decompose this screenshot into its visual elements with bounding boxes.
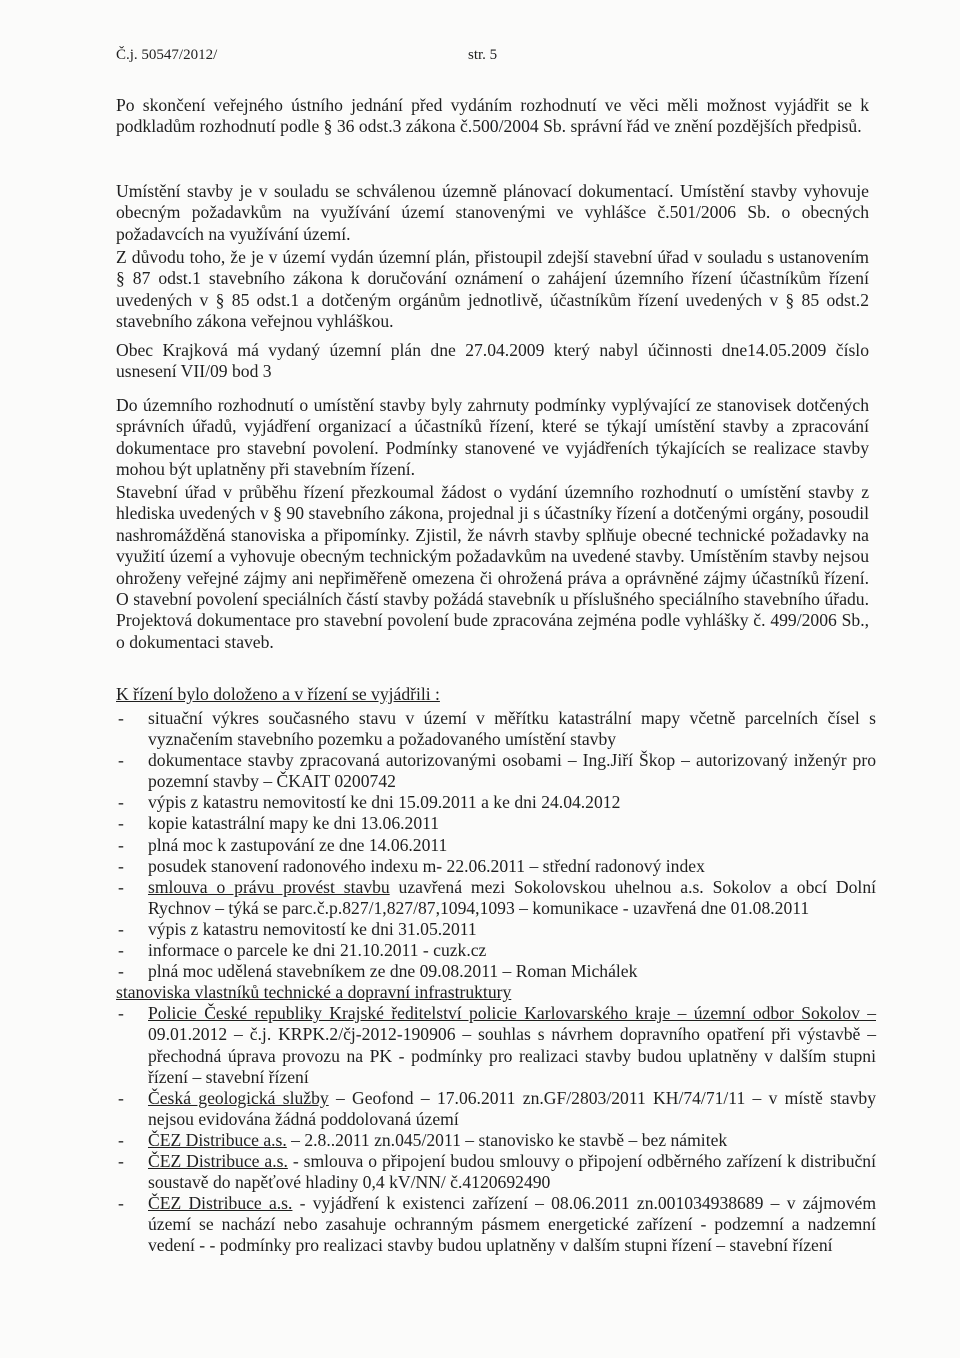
paragraph-zoning-plan: Obec Krajková má vydaný územní plán dne 27.04.2009 který nabyl účinnosti dne14.05.2009 číslo usnesení VII/09 bod 3 <box>116 340 869 382</box>
stanovisko-text: - vyjádření k existenci zařízení – 08.06.2011 zn.001034938689 – v zájmovém území se nachází nebo zasahuje ochranným pásmem energetické zařízení - podzemní a nadzemní vedení - - podmínky pro realizaci stavby budou uplatněny v dalším stupni řízení – stavební řízení <box>148 1193 877 1256</box>
documents-heading: K řízení bylo doloženo a v řízení se vyjádřili : <box>116 684 440 704</box>
paragraph-hearing: Po skončení veřejného ústního jednání před vydáním rozhodnutí ve věci měli možnost vyjádřit se k podkladům rozhodnutí podle § 36 odst.3 zákona č.500/2004 Sb. správní řád ve znění pozdějších předpisů. <box>116 95 869 137</box>
list-item: - plná moc k zastupování ze dne 14.06.2011 <box>116 835 876 856</box>
stanovisko-item <box>116 1088 876 1130</box>
stanovisko-item <box>116 1193 876 1256</box>
stanovisko-org: ČEZ Distribuce a.s. <box>148 1129 287 1150</box>
page-number: str. 5 <box>468 47 498 63</box>
contract-text: uzavřená mezi Sokolovskou uhelnou a.s. Sokolov a obcí Dolní Rychnov – týká se parc.č.p.827/1,827/87,1094,1093 – komunikace - uzavřená dne 01.08.2011 <box>148 876 877 918</box>
list-item: - kopie katastrální mapy ke dni 13.06.2011 <box>116 813 876 834</box>
reference-number: Č.j. 50547/2012/ <box>116 47 218 63</box>
list-item: - dokumentace stavby zpracovaná autorizovanými osobami – Ing.Jiří Škop – autorizovaný inženýr pro pozemní stavby – ČKAIT 0200742 <box>116 750 876 792</box>
contract-link: smlouva o právu provést stavbu <box>148 876 390 897</box>
list-item: - výpis z katastru nemovitostí ke dni 31.05.2011 <box>116 919 876 940</box>
paragraph-conditions: Do územního rozhodnutí o umístění stavby byly zahrnuty podmínky vyplývající ze stanovisek dotčených správních úřadů, vyjádření organizací a účastníků řízení, které se týkají umístění stavby a zpracování dokumentace pro stavební povolení. Podmínky stanovené ve vyjádřeních týkajících se realizace stavby mohou být uplatněny při stavebním řízení. <box>116 395 869 480</box>
stanovisko-text: – Geofond – 17.06.2011 zn.GF/2803/2011 KH/74/71/11 – v místě stavby nejsou evidována žádná poddolovaná území <box>148 1087 877 1129</box>
list-item: - plná moc udělená stavebníkem ze dne 09.08.2011 – Roman Michálek <box>116 961 876 982</box>
stanoviska-heading: stanoviska vlastníků technické a dopravní infrastruktury <box>116 982 512 1003</box>
stanovisko-text: 09.01.2012 – č.j. KRPK.2/čj-2012-190906 – souhlas s návrhem dopravního opatření při výstavbě – přechodná úprava provozu na PK - podmínky pro realizaci stavby budou uplatněny v dalším stupni řízení – stavební řízení <box>148 1024 876 1087</box>
stanovisko-org: Policie České republiky Krajské ředitelství policie Karlovarského kraje – územní odbor Sokolov – <box>148 1003 876 1024</box>
list-item: - výpis z katastru nemovitostí ke dni 15.09.2011 a ke dni 24.04.2012 <box>116 792 876 813</box>
list-item: - informace o parcele ke dni 21.10.2011 - cuzk.cz <box>116 940 876 961</box>
stanovisko-item <box>116 1151 876 1193</box>
page-header <box>116 47 844 64</box>
paragraph-notification: Z důvodu toho, že je v území vydán územní plán, přistoupil zdejší stavební úřad v souladu s ustanovením § 87 odst.1 stavebního zákona k doručování oznámení o zahájení územního řízení účastníkům řízení uvedených v § 85 odst.1 a dotčeným orgánům jednotlivě, účastníkům řízení uvedených v § 85 odst.2 stavebního zákona veřejnou vyhláškou. <box>116 247 869 332</box>
list-item: - posudek stanovení radonového indexu m- 22.06.2011 – střední radonový index <box>116 856 876 877</box>
list-item: - situační výkres současného stavu v území v měřítku katastrální mapy včetně parcelních čísel s vyznačením stavebního pozemku a požadovaného umístění stavby <box>116 708 876 750</box>
stanovisko-item <box>116 1003 876 1087</box>
paragraph-placement: Umístění stavby je v souladu se schválenou územně plánovací dokumentací. Umístění stavby vyhovuje obecným požadavkům na využívání území stanovenými ve vyhlášce č.501/2006 Sb. o obecných požadavcích na využívání území. <box>116 181 869 244</box>
stanovisko-org: ČEZ Distribuce a.s. <box>148 1193 293 1214</box>
stanovisko-org: ČEZ Distribuce a.s. <box>148 1150 288 1171</box>
stanovisko-org: Česká geologická služby <box>148 1087 329 1108</box>
stanovisko-item <box>116 1130 876 1151</box>
list-item-contract <box>116 877 876 919</box>
stanovisko-text: - smlouva o připojení budou smlouvy o připojení odběrného zařízení k distribuční soustavě do napěťové hladiny 0,4 kV/NN/ č.4120692490 <box>148 1150 876 1193</box>
stanovisko-text: – 2.8..2011 zn.045/2011 – stanovisko ke stavbě – bez námitek <box>286 1129 728 1150</box>
documents-list <box>116 708 876 1256</box>
paragraph-review: Stavební úřad v průběhu řízení přezkoumal žádost o vydání územního rozhodnutí o umístění stavby z hlediska uvedených v § 90 stavebního zákona, projednal ji s účastníky řízení a dotčenými orgány, posoudil nashromážděná stanoviska a připomínky. Zjistil, že návrh stavby splňuje obecné technické požadavky na využití území a vyhovuje obecným technickým požadavkům na uvedené stavby. Umístěním stavby nejsou ohroženy veřejné zájmy ani nepřiměřeně omezena či ohrožená práva a oprávněné zájmy účastníků řízení. O stavební povolení speciálních částí stavby požádá stavebník u příslušného speciálního stavebního úřadu. Projektová dokumentace pro stavební povolení bude zpracována zejména podle vyhlášky č. 499/2006 Sb., o dokumentaci staveb. <box>116 482 869 652</box>
